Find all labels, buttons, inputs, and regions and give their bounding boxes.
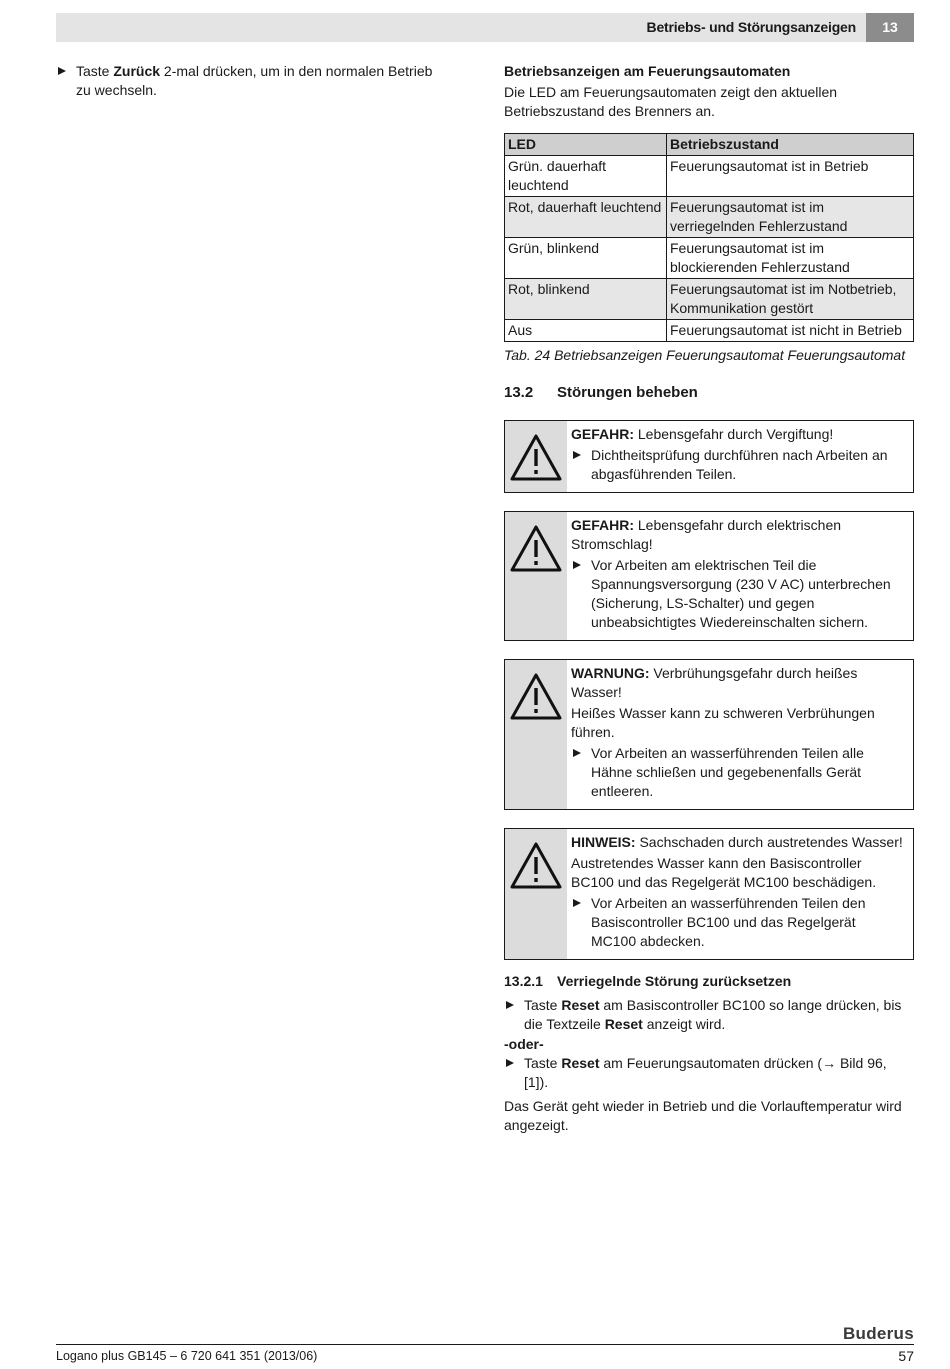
key-name: Zurück	[113, 63, 161, 79]
warning-triangle-icon	[509, 433, 563, 483]
column-header-status: Betriebszustand	[667, 134, 914, 156]
signal-word: WARNUNG:	[571, 665, 650, 681]
instruction-step	[56, 62, 436, 100]
warning-icon-panel	[505, 660, 567, 809]
warning-paragraph: Heißes Wasser kann zu schweren Verbrühungen führen.	[571, 705, 875, 740]
reset-step-burner-control	[504, 1054, 914, 1092]
section-13-2-1-heading	[504, 972, 914, 991]
left-column	[56, 62, 436, 100]
section-number: 13.2.1	[504, 973, 543, 989]
warning-headline	[571, 516, 903, 554]
key-name: Reset	[561, 997, 600, 1013]
led-cell: Grün, blinkend	[505, 238, 667, 279]
warning-instruction: Vor Arbeiten am elektrischen Teil die Spannungsversorgung (230 V AC) unterbrechen (Sicherung, LS-Schalter) und gegen unbeabsichtigtes Wiedereinschalten sichern.	[571, 556, 903, 632]
warning-instruction: Vor Arbeiten an wasserführenden Teilen den Basiscontroller BC100 und das Regelgerät MC100 abdecken.	[571, 894, 903, 951]
section-number: 13.2	[504, 384, 534, 401]
warning-triangle-icon	[509, 841, 563, 891]
warning-headline	[571, 833, 903, 852]
warning-headline	[571, 664, 903, 702]
warning-triangle-icon	[509, 672, 563, 722]
warning-headline	[571, 425, 903, 444]
chapter-number: 13	[866, 13, 914, 42]
status-cell: Feuerungsautomat ist im verriegelnden Fehlerzustand	[667, 197, 914, 238]
page-number: 57	[898, 1348, 914, 1364]
warning-text: Lebensgefahr durch elektrischen Stromschlag!	[571, 517, 842, 552]
status-cell: Feuerungsautomat ist im Notbetrieb, Kommunikation gestört	[667, 279, 914, 320]
result-paragraph: Das Gerät geht wieder in Betrieb und die Vorlauftemperatur wird angezeigt.	[504, 1098, 902, 1133]
section-title: Verriegelnde Störung zurücksetzen	[557, 973, 792, 989]
warning-text: Lebensgefahr durch Vergiftung!	[634, 426, 834, 442]
warning-text: Sachschaden durch austretendes Wasser!	[635, 834, 903, 850]
table-header-row	[505, 134, 914, 156]
section-13-2-heading	[504, 383, 914, 402]
brand-logo: Buderus	[842, 1324, 914, 1343]
warning-text: Verbrühungsgefahr durch heißes Wasser!	[571, 665, 858, 700]
signal-word: HINWEIS:	[571, 834, 636, 850]
key-name: Reset	[561, 1055, 600, 1071]
step-text: Taste	[76, 63, 114, 79]
warning-instruction: Dichtheitsprüfung durchführen nach Arbeiten an abgasführenden Teilen.	[571, 446, 903, 484]
step-text: 2-mal drücken, um in den normalen Betrieb zu wechseln.	[76, 63, 433, 98]
intro-paragraph: Die LED am Feuerungsautomaten zeigt den aktuellen Betriebszustand des Brenners an.	[504, 84, 838, 119]
section-title: Störungen beheben	[557, 384, 698, 401]
warning-box-scalding	[504, 659, 914, 810]
status-cell: Feuerungsautomat ist im blockierenden Fehlerzustand	[667, 238, 914, 279]
chapter-title: Betriebs- und Störungsanzeigen	[646, 19, 856, 35]
status-cell: Feuerungsautomat ist nicht in Betrieb	[667, 320, 914, 342]
led-cell: Rot, dauerhaft leuchtend	[505, 197, 667, 238]
warning-icon-panel	[505, 512, 567, 640]
right-column	[504, 62, 914, 1135]
table-caption: Tab. 24 Betriebsanzeigen Feuerungsautomat Feuerungsautomat	[504, 347, 906, 363]
signal-word: GEFAHR:	[571, 426, 634, 442]
table-row	[505, 279, 914, 320]
footer-divider	[56, 1344, 914, 1345]
led-cell: Grün. dauerhaft leuchtend	[505, 156, 667, 197]
step-text: Taste	[524, 997, 562, 1013]
warning-icon-panel	[505, 829, 567, 959]
reset-step-controller	[504, 996, 914, 1034]
table-row	[505, 156, 914, 197]
warning-instruction: Vor Arbeiten an wasserführenden Teilen alle Hähne schließen und gegebenenfalls Gerät entleeren.	[571, 744, 903, 801]
led-status-table	[504, 133, 914, 342]
warning-triangle-icon	[509, 524, 563, 574]
step-text: am Feuerungsautomaten drücken (→ Bild 96, [1]).	[524, 1055, 887, 1090]
status-cell: Feuerungsautomat ist in Betrieb	[667, 156, 914, 197]
table-row	[505, 197, 914, 238]
danger-box-poisoning	[504, 420, 914, 493]
led-cell: Aus	[505, 320, 667, 342]
key-name: Reset	[604, 1016, 643, 1032]
document-reference: Logano plus GB145 – 6 720 641 351 (2013/06)	[56, 1349, 318, 1363]
step-text: Taste	[524, 1055, 562, 1071]
step-text: anzeigt wird.	[642, 1016, 726, 1032]
table-row	[505, 320, 914, 342]
danger-box-electric-shock	[504, 511, 914, 641]
led-cell: Rot, blinkend	[505, 279, 667, 320]
or-separator: -oder-	[504, 1036, 544, 1052]
warning-icon-panel	[505, 421, 567, 492]
warning-paragraph: Austretendes Wasser kann den Basiscontroller BC100 und das Regelgerät MC100 beschädigen.	[571, 855, 877, 890]
header-bar	[56, 13, 866, 42]
step-text: am Basiscontroller BC100 so lange drücken, bis die Textzeile	[524, 997, 902, 1032]
column-header-led: LED	[505, 134, 667, 156]
section-heading: Betriebsanzeigen am Feuerungsautomaten	[504, 63, 791, 79]
table-row	[505, 238, 914, 279]
notice-box-water-damage	[504, 828, 914, 960]
signal-word: GEFAHR:	[571, 517, 634, 533]
